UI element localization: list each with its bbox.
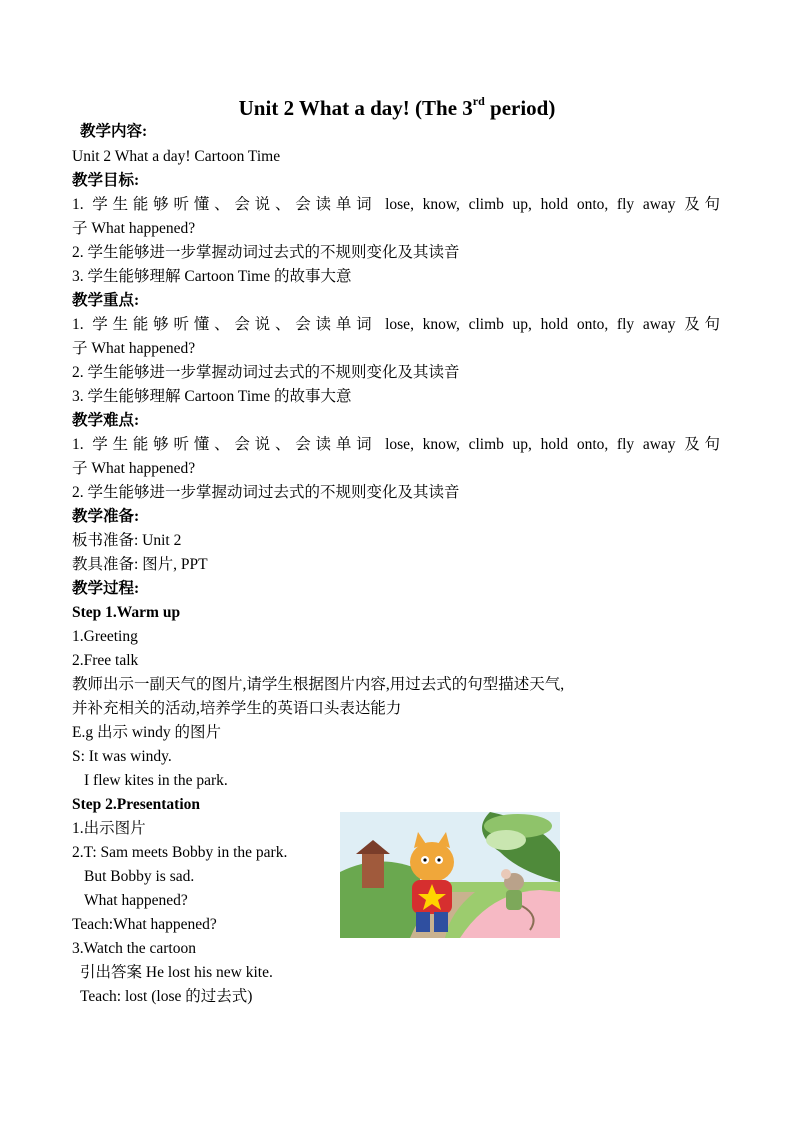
step-1-heading: Step 1.Warm up [72, 604, 181, 621]
step-2-item-1: 1.出示图片 [72, 820, 146, 837]
difficulty-2: 2. 学生能够进一步掌握动词过去式的不规则变化及其读音 [72, 484, 460, 501]
heading-preparation: 教学准备: [72, 508, 140, 525]
step-1-description-cont: 并补充相关的活动,培养学生的英语口头表达能力 [72, 700, 402, 717]
step-1-example: E.g 出示 windy 的图片 [72, 724, 221, 741]
step-2-sad: But Bobby is sad. [84, 868, 195, 885]
prep-board: 板书准备: Unit 2 [72, 532, 182, 549]
goal-2: 2. 学生能够进一步掌握动词过去式的不规则变化及其读音 [72, 244, 460, 261]
goal-1: 1. 学生能够听懂、会说、会读单词 lose, know, climb up, hold onto, fly away 及句 [72, 196, 720, 213]
heading-key-points: 教学重点: [72, 292, 140, 309]
step-2-answer: 引出答案 He lost his new kite. [80, 964, 273, 981]
key-1: 1. 学生能够听懂、会说、会读单词 lose, know, climb up, hold onto, fly away 及句 [72, 316, 720, 333]
step-2-what: What happened? [84, 892, 188, 909]
heading-content: 教学内容: [80, 123, 148, 140]
cartoon-illustration [340, 812, 560, 938]
goal-3: 3. 学生能够理解 Cartoon Time 的故事大意 [72, 268, 352, 285]
title-text: Unit 2 What a day! (The 3 [238, 96, 473, 120]
page-title [0, 94, 794, 122]
title-text-end: period) [484, 96, 556, 120]
prep-tools: 教具准备: 图片, PPT [72, 556, 208, 573]
step-1-free-talk: 2.Free talk [72, 652, 139, 669]
content-line: Unit 2 What a day! Cartoon Time [72, 148, 281, 165]
key-2: 2. 学生能够进一步掌握动词过去式的不规则变化及其读音 [72, 364, 460, 381]
step-1-greeting: 1.Greeting [72, 628, 138, 645]
step-2-heading: Step 2.Presentation [72, 796, 201, 813]
step-2-watch: 3.Watch the cartoon [72, 940, 196, 957]
key-3: 3. 学生能够理解 Cartoon Time 的故事大意 [72, 388, 352, 405]
key-1-cont: 子 What happened? [72, 340, 196, 357]
step-1-description: 教师出示一副天气的图片,请学生根据图片内容,用过去式的句型描述天气, [72, 676, 565, 693]
cartoon-cat-mouse-image [340, 812, 560, 938]
difficulty-1-cont: 子 What happened? [72, 460, 196, 477]
step-1-student-line: S: It was windy. [72, 748, 172, 765]
step-2-teach: Teach:What happened? [72, 916, 217, 933]
heading-process: 教学过程: [72, 580, 140, 597]
heading-goals: 教学目标: [72, 172, 140, 189]
heading-difficulties: 教学难点: [72, 412, 140, 429]
goal-1-cont: 子 What happened? [72, 220, 196, 237]
step-2-item-2: 2.T: Sam meets Bobby in the park. [72, 844, 288, 861]
title-superscript: rd [472, 94, 485, 108]
step-1-kites-line: I flew kites in the park. [84, 772, 228, 789]
difficulty-1: 1. 学生能够听懂、会说、会读单词 lose, know, climb up, hold onto, fly away 及句 [72, 436, 720, 453]
step-2-teach-lost: Teach: lost (lose 的过去式) [80, 988, 253, 1005]
